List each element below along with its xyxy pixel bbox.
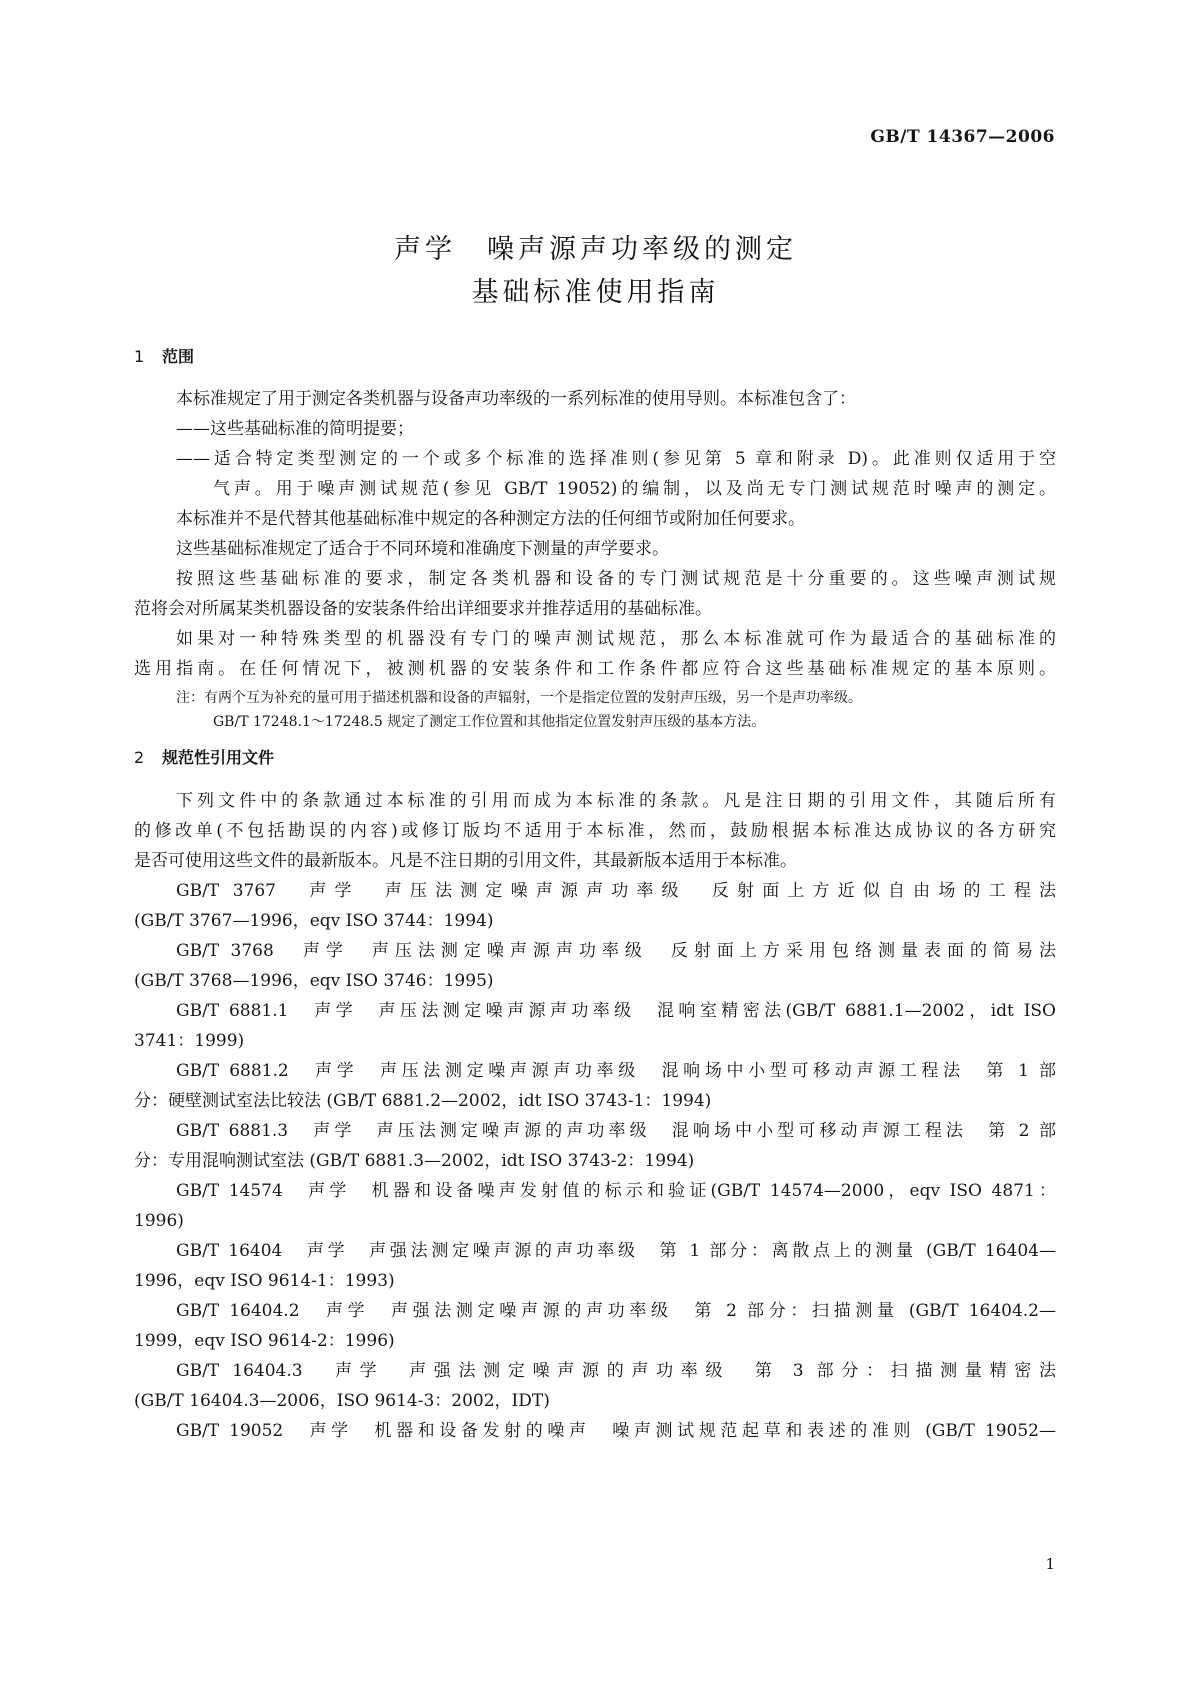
reference-entry-continuation: (GB/T 3768—1996，eqv ISO 3746：1995): [134, 971, 494, 991]
reference-entry: GB/T 6881.3 声学 声压法测定噪声源的声功率级 混响场中小型可移动声源工程法 第 2 部: [176, 1121, 1056, 1141]
reference-entry-continuation: 1996): [134, 1211, 184, 1231]
section1-title: 范围: [162, 347, 195, 366]
reference-entry-continuation: 1996，eqv ISO 9614-1：1993): [134, 1271, 395, 1291]
page-number: 1: [1045, 1555, 1055, 1573]
document-title-line2: 基础标准使用指南: [471, 277, 720, 308]
paragraph-line: 范将会对所属某类机器设备的安装条件给出详细要求并推荐适用的基础标准。: [134, 599, 712, 619]
paragraph-line: 如果对一种特殊类型的机器没有专门的噪声测试规范，那么本标准就可作为最适合的基础标准的: [176, 629, 1056, 649]
standard-code: GB/T 14367—2006: [870, 127, 1055, 147]
section1-heading: [134, 344, 194, 367]
section2-title: 规范性引用文件: [162, 748, 275, 767]
reference-entry: GB/T 6881.2 声学 声压法测定噪声源声功率级 混响场中小型可移动声源工程法 第 1 部: [176, 1061, 1056, 1081]
reference-entry-continuation: 3741：1999): [134, 1031, 245, 1051]
section2-number: 2: [134, 748, 145, 767]
paragraph-line: 下列文件中的条款通过本标准的引用而成为本标准的条款。凡是注日期的引用文件，其随后所有: [176, 791, 1056, 811]
reference-entry-continuation: 1999，eqv ISO 9614-2：1996): [134, 1331, 395, 1351]
note-line: 注：有两个互为补充的量可用于描述机器和设备的声辐射，一个是指定位置的发射声压级，另一个是声功率级。: [176, 690, 862, 706]
reference-entry: GB/T 14574 声学 机器和设备噪声发射值的标示和验证(GB/T 14574—2000，eqv ISO 4871：: [176, 1181, 1056, 1201]
reference-entry: GB/T 3767 声学 声压法测定噪声源声功率级 反射面上方近似自由场的工程法: [176, 881, 1056, 901]
list-item-continuation: 气声。用于噪声测试规范(参见 GB/T 19052)的编制，以及尚无专门测试规范时噪声的测定。: [213, 479, 1056, 499]
reference-entry: GB/T 16404 声学 声强法测定噪声源的声功率级 第 1 部分：离散点上的测量 (GB/T 16404—: [176, 1241, 1056, 1261]
reference-entry: GB/T 16404.3 声学 声强法测定噪声源的声功率级 第 3 部分：扫描测量精密法: [176, 1361, 1056, 1381]
reference-entry-continuation: 分：硬壁测试室法比较法 (GB/T 6881.2—2002，idt ISO 3743-1：1994): [134, 1091, 712, 1111]
reference-entry-continuation: (GB/T 3767—1996，eqv ISO 3744：1994): [134, 911, 494, 931]
paragraph-line: 是否可使用这些文件的最新版本。凡是不注日期的引用文件，其最新版本适用于本标准。: [134, 851, 797, 871]
reference-entry-continuation: 分：专用混响测试室法 (GB/T 6881.3—2002，idt ISO 3743-2：1994): [134, 1151, 695, 1171]
paragraph-line: 的修改单(不包括勘误的内容)或修订版均不适用于本标准，然而，鼓励根据本标准达成协议的各方研究: [134, 821, 1056, 841]
reference-entry: GB/T 3768 声学 声压法测定噪声源声功率级 反射面上方采用包络测量表面的简易法: [176, 941, 1056, 961]
section1-number: 1: [134, 347, 145, 366]
reference-entry: GB/T 6881.1 声学 声压法测定噪声源声功率级 混响室精密法(GB/T 6881.1—2002，idt ISO: [176, 1001, 1056, 1021]
reference-entry-continuation: (GB/T 16404.3—2006，ISO 9614-3：2002，IDT): [134, 1391, 550, 1411]
note-line: GB/T 17248.1～17248.5 规定了测定工作位置和其他指定位置发射声压级的基本方法。: [213, 714, 766, 730]
list-item: ——这些基础标准的简明提要；: [176, 419, 414, 439]
paragraph-line: 本标准并不是代替其他基础标准中规定的各种测定方法的任何细节或附加任何要求。: [176, 509, 805, 529]
reference-entry: GB/T 16404.2 声学 声强法测定噪声源的声功率级 第 2 部分：扫描测量 (GB/T 16404.2—: [176, 1301, 1056, 1321]
paragraph-line: 这些基础标准规定了适合于不同环境和准确度下测量的声学要求。: [176, 539, 669, 559]
reference-entry: GB/T 19052 声学 机器和设备发射的噪声 噪声测试规范起草和表述的准则 (GB/T 19052—: [176, 1421, 1056, 1441]
document-title-line1: 声学 噪声源声功率级的测定: [394, 234, 797, 265]
paragraph-line: 按照这些基础标准的要求，制定各类机器和设备的专门测试规范是十分重要的。这些噪声测试规: [176, 569, 1056, 589]
section2-heading: [134, 745, 274, 768]
paragraph-line: 本标准规定了用于测定各类机器与设备声功率级的一系列标准的使用导则。本标准包含了：: [176, 389, 856, 409]
list-item: ——适合特定类型测定的一个或多个标准的选择准则(参见第 5 章和附录 D)。此准则仅适用于空: [176, 449, 1056, 469]
paragraph-line: 选用指南。在任何情况下，被测机器的安装条件和工作条件都应符合这些基础标准规定的基本原则。: [134, 659, 1056, 679]
